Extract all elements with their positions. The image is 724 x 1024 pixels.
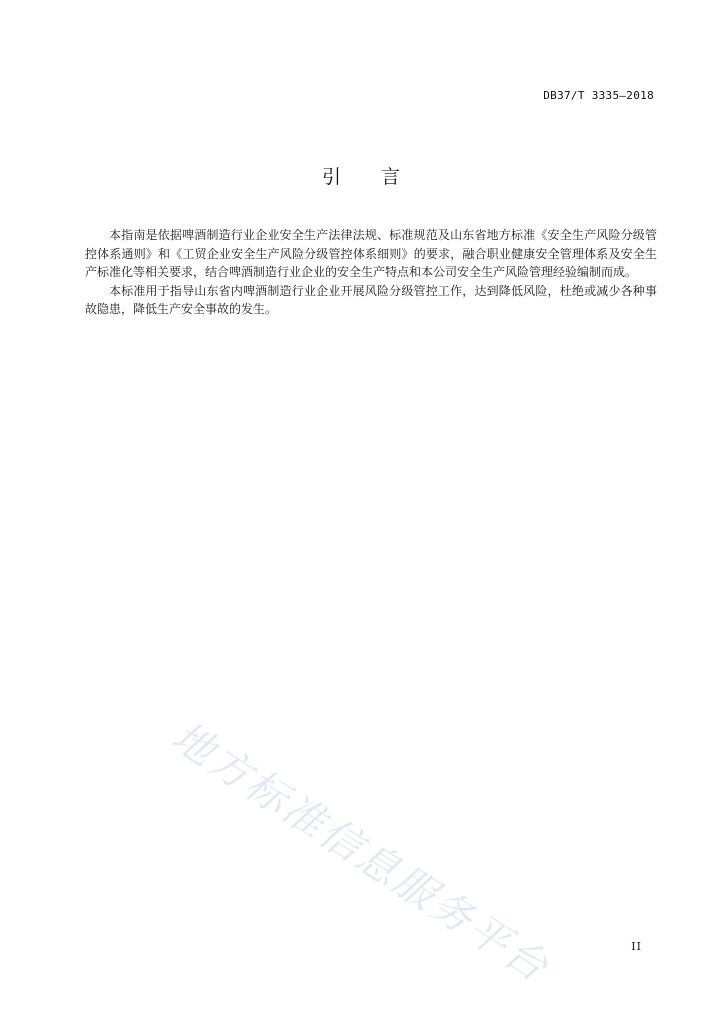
page-title bbox=[0, 162, 724, 189]
watermark: 地方标准信息服务平台 bbox=[163, 712, 559, 993]
title-char-2: 言 bbox=[381, 166, 403, 188]
page-number: II bbox=[631, 940, 642, 953]
document-code: DB37/T 3335—2018 bbox=[543, 89, 654, 102]
body-text bbox=[85, 226, 657, 319]
paragraph-2: 本标准用于指导山东省内啤酒制造行业企业开展风险分级管控工作，达到降低风险，杜绝或减少各种事故隐患，降低生产安全事故的发生。 bbox=[85, 283, 657, 316]
paragraph-1: 本指南是依据啤酒制造行业企业安全生产法律法规、标准规范及山东省地方标准《安全生产风险分级管控体系通则》和《工贸企业安全生产风险分级管控体系细则》的要求，融合职业健康安全管理体系及安全生产标准化等相关要求，结合啤酒制造行业企业的安全生产特点和本公司安全生产风险管理经验编制而成。 bbox=[85, 228, 657, 279]
title-char-1: 引 bbox=[321, 166, 343, 188]
